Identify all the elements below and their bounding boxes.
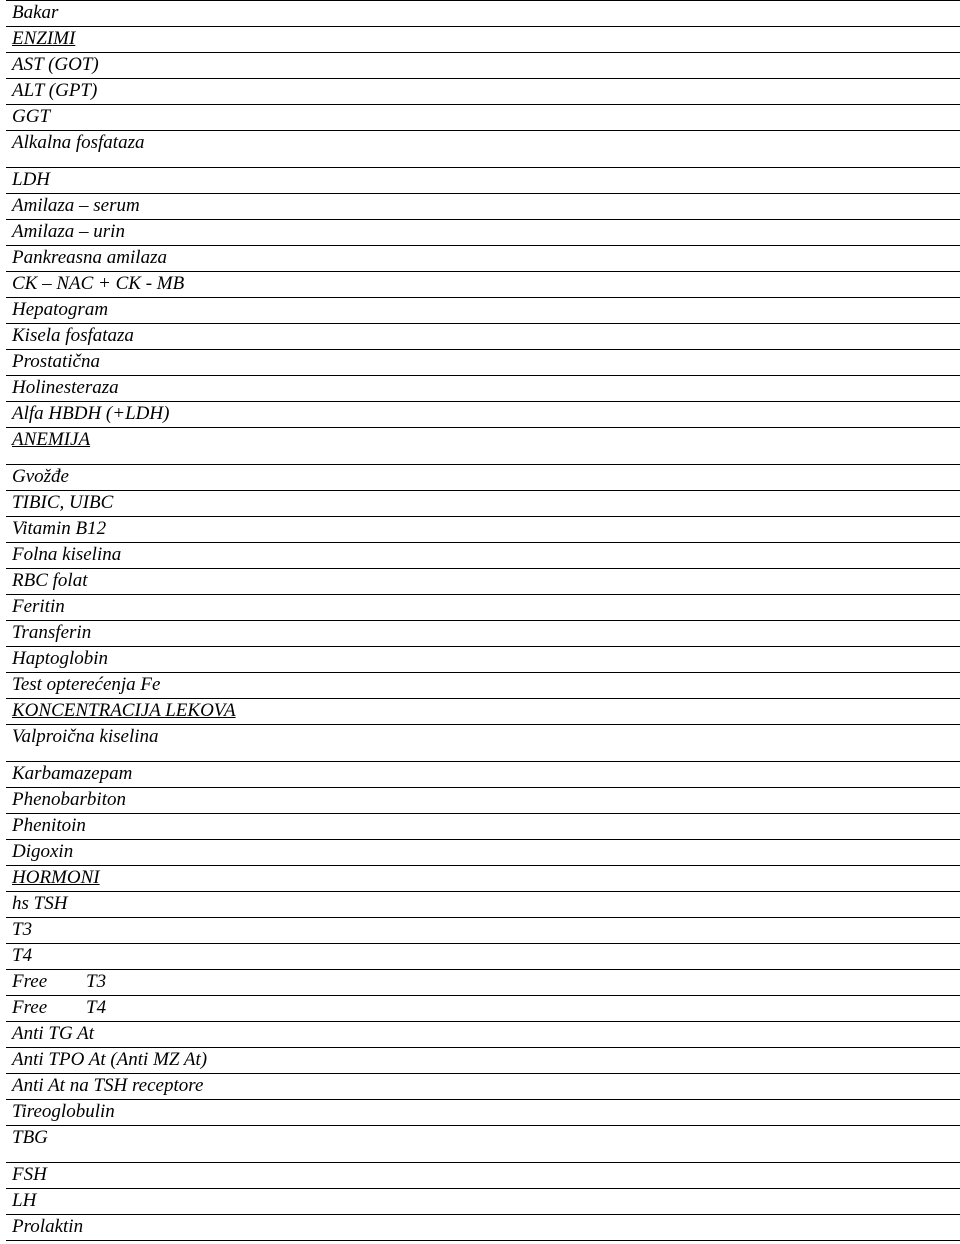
test-row: [6, 1, 960, 27]
result-cell[interactable]: [552, 595, 960, 621]
test-row: [6, 569, 960, 595]
result-cell[interactable]: [552, 1215, 960, 1241]
test-name: Phenitoin: [12, 815, 86, 836]
test-name-cell: [6, 272, 552, 298]
test-name: Free: [12, 971, 48, 992]
test-table-body: [6, 1, 960, 1241]
result-cell[interactable]: [552, 543, 960, 569]
test-name-cell: [6, 1, 552, 27]
result-cell[interactable]: [552, 892, 960, 918]
test-name-cell: [6, 944, 552, 970]
test-name: Test opterećenja Fe: [12, 674, 161, 695]
test-name: GGT: [12, 106, 51, 127]
result-cell[interactable]: [552, 491, 960, 517]
result-cell[interactable]: [552, 1048, 960, 1074]
test-name-cell: [6, 1022, 552, 1048]
test-row: [6, 543, 960, 569]
test-name: T4: [12, 945, 33, 966]
test-name-cell: [6, 1163, 552, 1189]
test-name-cell: [6, 79, 552, 105]
result-cell[interactable]: [552, 53, 960, 79]
test-name-cell: [6, 324, 552, 350]
result-cell[interactable]: [552, 350, 960, 376]
test-name: Valproična kiselina: [12, 726, 159, 747]
test-name-cell: [6, 1048, 552, 1074]
test-name-cell: [6, 840, 552, 866]
test-row: [6, 725, 960, 762]
test-name: Karbamazepam: [12, 763, 133, 784]
test-name: Anti At na TSH receptore: [12, 1075, 204, 1096]
test-name-cell: [6, 866, 552, 892]
test-name: hs TSH: [12, 893, 68, 914]
test-name-cell: [6, 788, 552, 814]
test-name: Free: [12, 997, 48, 1018]
result-cell[interactable]: [552, 131, 960, 168]
test-name-cell: [6, 569, 552, 595]
result-cell[interactable]: [552, 376, 960, 402]
test-row: [6, 840, 960, 866]
test-row: [6, 944, 960, 970]
test-row: [6, 131, 960, 168]
test-row: [6, 621, 960, 647]
test-name-cell: [6, 428, 552, 465]
test-row: [6, 350, 960, 376]
test-row: [6, 892, 960, 918]
test-name: Digoxin: [12, 841, 74, 862]
test-name-cell: [6, 53, 552, 79]
test-row: [6, 298, 960, 324]
test-row: [6, 762, 960, 788]
test-row: [6, 1163, 960, 1189]
result-cell[interactable]: [552, 725, 960, 762]
result-cell[interactable]: [552, 272, 960, 298]
result-cell[interactable]: [552, 996, 960, 1022]
test-name-cell: [6, 673, 552, 699]
test-name: Anti TPO At (Anti MZ At): [12, 1049, 208, 1070]
section-heading: ANEMIJA: [12, 429, 91, 450]
test-row: [6, 517, 960, 543]
test-row: [6, 376, 960, 402]
test-name: Tireoglobulin: [12, 1101, 115, 1122]
section-heading-row: [6, 27, 960, 53]
result-cell[interactable]: [552, 647, 960, 673]
test-name: Prolaktin: [12, 1216, 84, 1237]
result-cell[interactable]: [552, 79, 960, 105]
test-name-cell: [6, 647, 552, 673]
result-cell[interactable]: [552, 1022, 960, 1048]
test-table: [6, 0, 960, 1241]
test-name: LDH: [12, 169, 51, 190]
result-cell[interactable]: [552, 1189, 960, 1215]
result-cell[interactable]: [552, 621, 960, 647]
result-cell[interactable]: [552, 105, 960, 131]
test-name: Alfa HBDH (+LDH): [12, 403, 170, 424]
test-name-cell: [6, 131, 552, 168]
test-name-cell: [6, 1100, 552, 1126]
section-heading: KONCENTRACIJA LEKOVA: [12, 700, 236, 721]
result-cell[interactable]: [552, 324, 960, 350]
test-row: [6, 1022, 960, 1048]
result-cell[interactable]: [552, 840, 960, 866]
test-name: Haptoglobin: [12, 648, 109, 669]
test-name-cell: [6, 1126, 552, 1163]
test-name: LH: [12, 1190, 37, 1211]
result-cell[interactable]: [552, 944, 960, 970]
result-cell[interactable]: [552, 1126, 960, 1163]
test-name-cell: [6, 517, 552, 543]
test-name-cell: [6, 350, 552, 376]
result-cell[interactable]: [552, 762, 960, 788]
test-row: [6, 647, 960, 673]
test-name: Feritin: [12, 596, 65, 617]
test-name-cell: [6, 762, 552, 788]
result-cell[interactable]: [552, 569, 960, 595]
test-row: [6, 1100, 960, 1126]
result-cell[interactable]: [552, 465, 960, 491]
result-cell[interactable]: [552, 699, 960, 725]
test-row: [6, 246, 960, 272]
test-row: [6, 673, 960, 699]
result-cell[interactable]: [552, 814, 960, 840]
test-name-cell: [6, 725, 552, 762]
test-name: Hepatogram: [12, 299, 109, 320]
test-name-cell: [6, 1074, 552, 1100]
test-name-cell: [6, 168, 552, 194]
test-name-cell: [6, 402, 552, 428]
test-name: Phenobarbiton: [12, 789, 126, 810]
result-cell[interactable]: [552, 673, 960, 699]
test-row: [6, 79, 960, 105]
section-heading: HORMONI: [12, 867, 100, 888]
result-cell[interactable]: [552, 194, 960, 220]
test-name: Bakar: [12, 2, 59, 23]
test-name: T3: [12, 919, 33, 940]
test-row: [6, 1074, 960, 1100]
test-row: [6, 465, 960, 491]
test-name: Transferin: [12, 622, 92, 643]
result-cell[interactable]: [552, 866, 960, 892]
test-name-cell: [6, 194, 552, 220]
test-name-cell: [6, 1215, 552, 1241]
section-heading-row: [6, 866, 960, 892]
test-name: Pankreasna amilaza: [12, 247, 167, 268]
test-name-cell: [6, 595, 552, 621]
test-name-cell: [6, 699, 552, 725]
test-name: Prostatična: [12, 351, 100, 372]
test-row: [6, 918, 960, 944]
test-name: AST (GOT): [12, 54, 99, 75]
test-name: TIBIC, UIBC: [12, 492, 114, 513]
test-row: [6, 220, 960, 246]
result-cell[interactable]: [552, 970, 960, 996]
test-row: [6, 1048, 960, 1074]
test-name-cell: [6, 892, 552, 918]
test-name: Alkalna fosfataza: [12, 132, 145, 153]
test-name-cell: [6, 970, 552, 996]
test-row: [6, 53, 960, 79]
result-cell[interactable]: [552, 1, 960, 27]
test-name: Folna kiselina: [12, 544, 122, 565]
test-row: [6, 996, 960, 1022]
test-name: Vitamin B12: [12, 518, 107, 539]
test-name-cell: [6, 298, 552, 324]
result-cell[interactable]: [552, 1163, 960, 1189]
test-name: Kisela fosfataza: [12, 325, 134, 346]
test-row: [6, 788, 960, 814]
test-name-cell: [6, 1189, 552, 1215]
test-name: Gvožđe: [12, 466, 69, 487]
test-name: CK – NAC + CK - MB: [12, 273, 185, 294]
test-row: [6, 1189, 960, 1215]
test-row: [6, 194, 960, 220]
test-row: [6, 105, 960, 131]
test-name-cell: [6, 246, 552, 272]
result-cell[interactable]: [552, 27, 960, 53]
test-name-cell: [6, 220, 552, 246]
test-name-cell: [6, 814, 552, 840]
test-name-cell: [6, 105, 552, 131]
test-row: [6, 402, 960, 428]
test-name: Amilaza – serum: [12, 195, 140, 216]
test-name-cell: [6, 465, 552, 491]
result-cell[interactable]: [552, 246, 960, 272]
test-row: [6, 491, 960, 517]
test-name-cell: [6, 621, 552, 647]
test-row: [6, 595, 960, 621]
test-name-suffix: T3: [86, 971, 107, 992]
test-name: Amilaza – urin: [12, 221, 125, 242]
test-row: [6, 324, 960, 350]
result-cell[interactable]: [552, 428, 960, 465]
test-name: TBG: [12, 1127, 48, 1148]
test-row: [6, 168, 960, 194]
test-name-cell: [6, 996, 552, 1022]
result-cell[interactable]: [552, 220, 960, 246]
result-cell[interactable]: [552, 517, 960, 543]
test-name: FSH: [12, 1164, 47, 1185]
result-cell[interactable]: [552, 1074, 960, 1100]
section-heading-row: [6, 428, 960, 465]
test-name: RBC folat: [12, 570, 88, 591]
test-name-cell: [6, 543, 552, 569]
result-cell[interactable]: [552, 1100, 960, 1126]
result-cell[interactable]: [552, 918, 960, 944]
test-name: Anti TG At: [12, 1023, 94, 1044]
test-name: ALT (GPT): [12, 80, 98, 101]
test-list-sheet: [6, 0, 958, 1241]
test-name: Holinesteraza: [12, 377, 119, 398]
test-name-cell: [6, 376, 552, 402]
test-row: [6, 1126, 960, 1163]
test-row: [6, 1215, 960, 1241]
test-row: [6, 814, 960, 840]
section-heading: ENZIMI: [12, 28, 76, 49]
result-cell[interactable]: [552, 168, 960, 194]
test-name-cell: [6, 918, 552, 944]
test-row: [6, 970, 960, 996]
result-cell[interactable]: [552, 788, 960, 814]
result-cell[interactable]: [552, 402, 960, 428]
test-name-suffix: T4: [86, 997, 107, 1018]
test-row: [6, 272, 960, 298]
test-name-cell: [6, 491, 552, 517]
section-heading-row: [6, 699, 960, 725]
result-cell[interactable]: [552, 298, 960, 324]
test-name-cell: [6, 27, 552, 53]
